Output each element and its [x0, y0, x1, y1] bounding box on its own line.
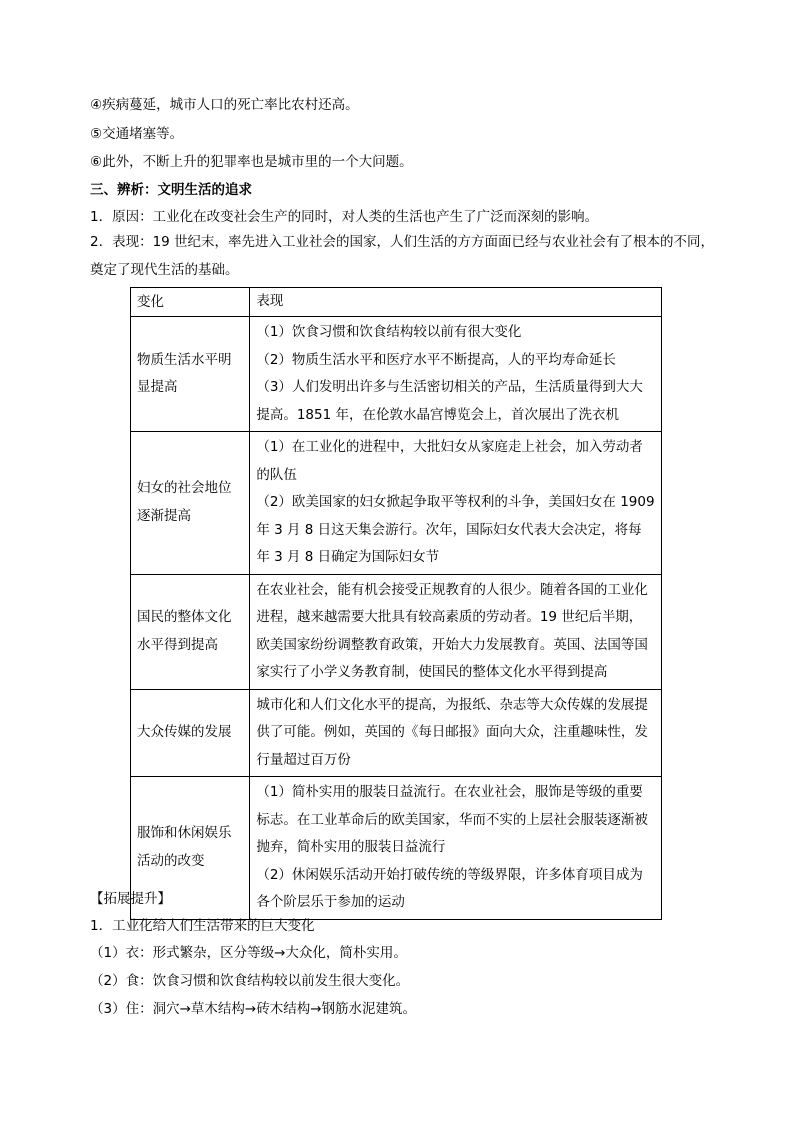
extension-item-housing: （3）住：洞穴→草木结构→砖木结构→钢筋水泥建筑。: [90, 1001, 417, 1017]
extension-title: 1．工业化给人们生活带来的巨大变化: [90, 918, 315, 934]
table-cell-change: 物质生活水平明显提高: [131, 317, 250, 432]
table-row: [131, 689, 662, 777]
table-cell-details: [250, 777, 662, 920]
table-cell-change: 大众传媒的发展: [131, 689, 250, 777]
detail-line: （3）人们发明出许多与生活密切相关的产品，生活质量得到大大提高。1851 年，在伦敦水晶宫博览会上，首次展出了洗衣机: [256, 379, 643, 423]
text-line-traffic: ⑤交通堵塞等。: [90, 126, 184, 142]
comparison-table: [130, 287, 662, 920]
text-line-crime: ⑥此外，不断上升的犯罪率也是城市里的一个大问题。: [90, 154, 413, 170]
extension-item-food: （2）食：饮食习惯和饮食结构较以前发生很大变化。: [90, 973, 410, 989]
extension-heading: 【拓展提升】: [90, 891, 171, 907]
extension-item-clothing: （1）衣：形式繁杂，区分等级→大众化，简朴实用。: [90, 945, 407, 961]
detail-line: （1）在工业化的进程中，大批妇女从家庭走上社会，加入劳动者的队伍: [256, 439, 643, 483]
detail-line: （1）简朴实用的服装日益流行。在农业社会，服饰是等级的重要标志。在工业革命后的欧美国家，华而不实的上层社会服装逐渐被抛弃，简朴实用的服装日益流行: [256, 784, 648, 855]
table-header-row: [131, 288, 662, 317]
table-row: [131, 574, 662, 689]
table-cell-details: [250, 317, 662, 432]
table-cell-details: [250, 574, 662, 689]
table-cell-change: 妇女的社会地位逐渐提高: [131, 432, 250, 575]
table-row: [131, 317, 662, 432]
detail-line: （2）物质生活水平和医疗水平不断提高，人的平均寿命延长: [256, 351, 616, 368]
detail-line: （2）休闲娱乐活动开始打破传统的等级界限，许多体育项目成为各个阶层乐于参加的运动: [256, 866, 643, 910]
text-line-cause: 1．原因：工业化在改变社会生产的同时，对人类的生活也产生了广泛而深刻的影响。: [90, 209, 599, 225]
text-paragraph-performance: 2．表现：19 世纪末，率先进入工业社会的国家，人们生活的方方面面已经与农业社会有了根本的不同，奠定了现代生活的基础。: [90, 234, 715, 278]
section-heading: 三、辨析：文明生活的追求: [90, 182, 252, 198]
text-line-disease: ④疾病蔓延，城市人口的死亡率比农村还高。: [90, 97, 359, 113]
table-cell-change: 服饰和休闲娱乐活动的改变: [131, 777, 250, 920]
table-cell-details: [250, 689, 662, 777]
detail-line: （2）欧美国家的妇女掀起争取平等权利的斗争，美国妇女在 1909 年 3 月 8 日这天集会游行。次年，国际妇女代表大会决定，将每年 3 月 8 日确定为国际妇女节: [256, 494, 655, 565]
detail-line: 在农业社会，能有机会接受正规教育的人很少。随着各国的工业化进程，越来越需要大批具有较高素质的劳动者。19 世纪后半期，欧美国家纷纷调整教育政策，开始大力发展教育。英国、法国等国家实行了小学义务教育制，使国民的整体文化水平得到提高: [256, 581, 648, 680]
table-cell-details: [250, 432, 662, 575]
table-header-performance: 表现: [250, 288, 662, 317]
table-row: [131, 432, 662, 575]
detail-line: （1）饮食习惯和饮食结构较以前有很大变化: [256, 324, 522, 340]
table-header-change: 变化: [131, 288, 250, 317]
detail-line: 城市化和人们文化水平的提高，为报纸、杂志等大众传媒的发展提供了可能。例如，英国的《每日邮报》面向大众，注重趣味性，发行量超过百万份: [256, 696, 648, 768]
table-row: [131, 777, 662, 920]
table-cell-change: 国民的整体文化水平得到提高: [131, 574, 250, 689]
